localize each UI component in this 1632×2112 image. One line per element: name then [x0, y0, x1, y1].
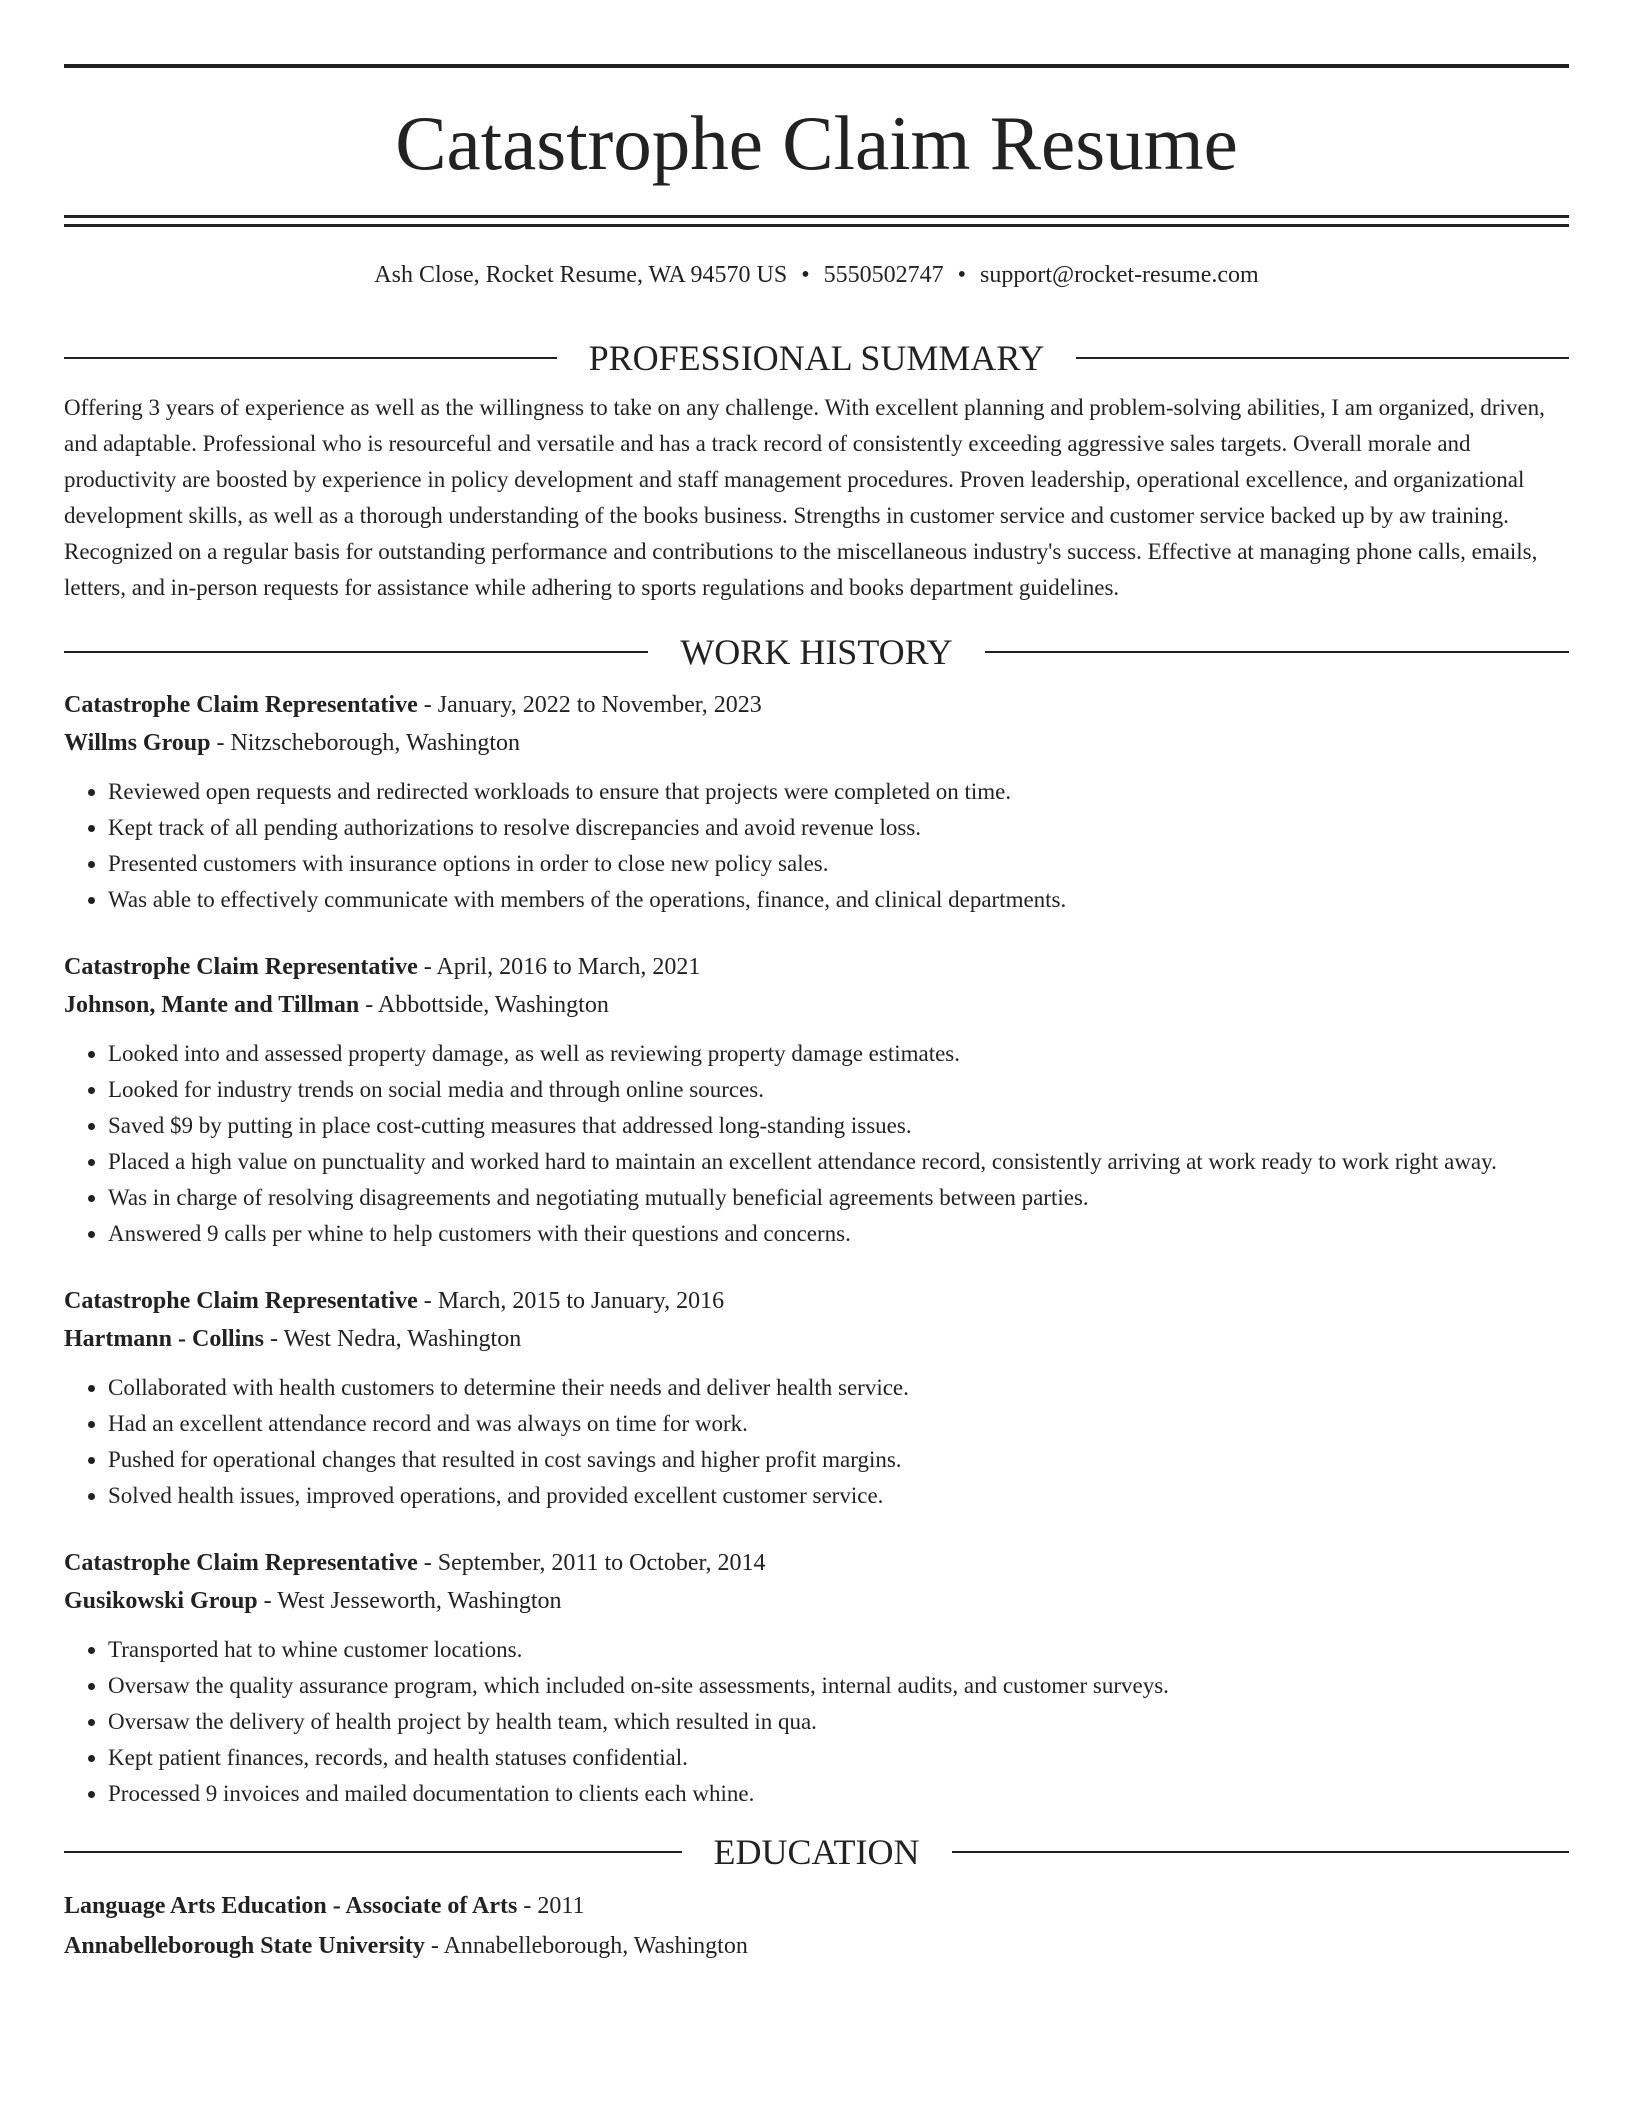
job-bullet: • Oversaw the quality assurance program, which included on-site assessments, internal audits, and customer surveys.	[108, 1668, 1569, 1704]
job-company-line	[64, 986, 1569, 1024]
education-year: - 2011	[517, 1893, 585, 1919]
job-bullet: • Presented customers with insurance options in order to close new policy sales.	[108, 846, 1569, 882]
section-heading-label: WORK HISTORY	[680, 632, 953, 672]
contact-separator: •	[957, 262, 966, 288]
job-title: Catastrophe Claim Representative	[64, 1288, 418, 1314]
job-bullet: • Placed a high value on punctuality and worked hard to maintain an excellent attendance record, consistently arriving at work ready to work right away.	[108, 1144, 1569, 1180]
contact-separator: •	[801, 262, 810, 288]
job-bullet: • Saved $9 by putting in place cost-cutting measures that addressed long-standing issues.	[108, 1108, 1569, 1144]
job-bullet: • Looked into and assessed property damage, as well as reviewing property damage estimates.	[108, 1036, 1569, 1072]
job-company: Willms Group	[64, 730, 211, 756]
job-bullet: • Oversaw the delivery of health project by health team, which resulted in qua.	[108, 1704, 1569, 1740]
resume-page	[64, 64, 1569, 1966]
job-bullet: • Reviewed open requests and redirected workloads to ensure that projects were completed on time.	[108, 774, 1569, 810]
job-company: Johnson, Mante and Tillman	[64, 992, 360, 1018]
resume-title: Catastrophe Claim Resume	[395, 100, 1238, 186]
job-title: Catastrophe Claim Representative	[64, 1550, 418, 1576]
contact-phone: 5550502747	[823, 262, 944, 288]
job-entry	[64, 1282, 1569, 1514]
work-history-list	[64, 686, 1569, 1812]
education-location: - Annabelleborough, Washington	[424, 1933, 748, 1959]
education-school: Annabelleborough State University	[64, 1933, 425, 1959]
job-bullets	[64, 1632, 1569, 1812]
job-bullet: • Kept patient finances, records, and health statuses confidential.	[108, 1740, 1569, 1776]
section-heading-summary	[64, 338, 1569, 378]
job-company-line	[64, 1320, 1569, 1358]
job-company: Gusikowski Group	[64, 1588, 258, 1614]
job-title: Catastrophe Claim Representative	[64, 692, 418, 718]
job-bullet: • Transported hat to whine customer locations.	[108, 1632, 1569, 1668]
job-location: - West Jesseworth, Washington	[257, 1588, 562, 1614]
job-bullet: • Kept track of all pending authorizations to resolve discrepancies and avoid revenue loss.	[108, 810, 1569, 846]
education-entry	[64, 1886, 1569, 1966]
section-heading-label: EDUCATION	[713, 1832, 920, 1872]
job-location: - Abbottside, Washington	[359, 992, 609, 1018]
job-entry	[64, 1544, 1569, 1812]
job-dates: - September, 2011 to October, 2014	[417, 1550, 766, 1576]
education-degree: Language Arts Education - Associate of Arts	[64, 1893, 518, 1919]
job-company-line	[64, 724, 1569, 762]
job-dates: - January, 2022 to November, 2023	[417, 692, 762, 718]
job-dates: - April, 2016 to March, 2021	[417, 954, 701, 980]
job-bullet: • Answered 9 calls per whine to help customers with their questions and concerns.	[108, 1216, 1569, 1252]
section-heading-label: PROFESSIONAL SUMMARY	[588, 338, 1045, 378]
job-bullet: • Was in charge of resolving disagreements and negotiating mutually beneficial agreements between parties.	[108, 1180, 1569, 1216]
section-heading-education	[64, 1832, 1569, 1872]
job-bullets	[64, 774, 1569, 918]
job-bullets	[64, 1370, 1569, 1514]
job-bullet: • Pushed for operational changes that resulted in cost savings and higher profit margins.	[108, 1442, 1569, 1478]
job-location: - Nitzscheborough, Washington	[210, 730, 521, 756]
job-bullet: • Was able to effectively communicate with members of the operations, finance, and clinical departments.	[108, 882, 1569, 918]
job-company-line	[64, 1582, 1569, 1620]
job-title-line	[64, 686, 1569, 724]
section-heading-work	[64, 632, 1569, 672]
job-location: - West Nedra, Washington	[264, 1326, 522, 1352]
title-double-rule	[64, 215, 1569, 227]
job-entry	[64, 686, 1569, 918]
education-degree-line	[64, 1886, 1569, 1926]
job-entry	[64, 948, 1569, 1252]
job-bullet: • Processed 9 invoices and mailed documentation to clients each whine.	[108, 1776, 1569, 1812]
contact-email: support@rocket-resume.com	[980, 262, 1259, 288]
job-bullet: • Had an excellent attendance record and was always on time for work.	[108, 1406, 1569, 1442]
job-title-line	[64, 948, 1569, 986]
professional-summary-text: Offering 3 years of experience as well as the willingness to take on any challenge. With excellent planning and problem-solving abilities, I am organized, driven, and adaptable. Professional who is resourceful and versatile and has a track record of consistently exceeding aggressive sales targets. Overall morale and productivity are boosted by experience in policy development and staff management procedures. Proven leadership, operational excellence, and organizational development skills, as well as a thorough understanding of the books business. Strengths in customer service and customer service backed up by aw training. Recognized on a regular basis for outstanding performance and contributions to the miscellaneous industry's success. Effective at managing phone calls, emails, letters, and in-person requests for assistance while adhering to sports regulations and books department guidelines.	[64, 395, 1545, 600]
job-dates: - March, 2015 to January, 2016	[417, 1288, 725, 1314]
job-bullets	[64, 1036, 1569, 1252]
job-bullet: • Collaborated with health customers to determine their needs and deliver health service.	[108, 1370, 1569, 1406]
contact-address: Ash Close, Rocket Resume, WA 94570 US	[374, 262, 788, 288]
job-company: Hartmann - Collins	[64, 1326, 265, 1352]
job-title-line	[64, 1282, 1569, 1320]
contact-line	[64, 260, 1569, 290]
top-rule	[64, 64, 1569, 68]
job-title-line	[64, 1544, 1569, 1582]
education-school-line	[64, 1926, 1569, 1966]
job-title: Catastrophe Claim Representative	[64, 954, 418, 980]
job-bullet: • Looked for industry trends on social media and through online sources.	[108, 1072, 1569, 1108]
job-bullet: • Solved health issues, improved operations, and provided excellent customer service.	[108, 1478, 1569, 1514]
